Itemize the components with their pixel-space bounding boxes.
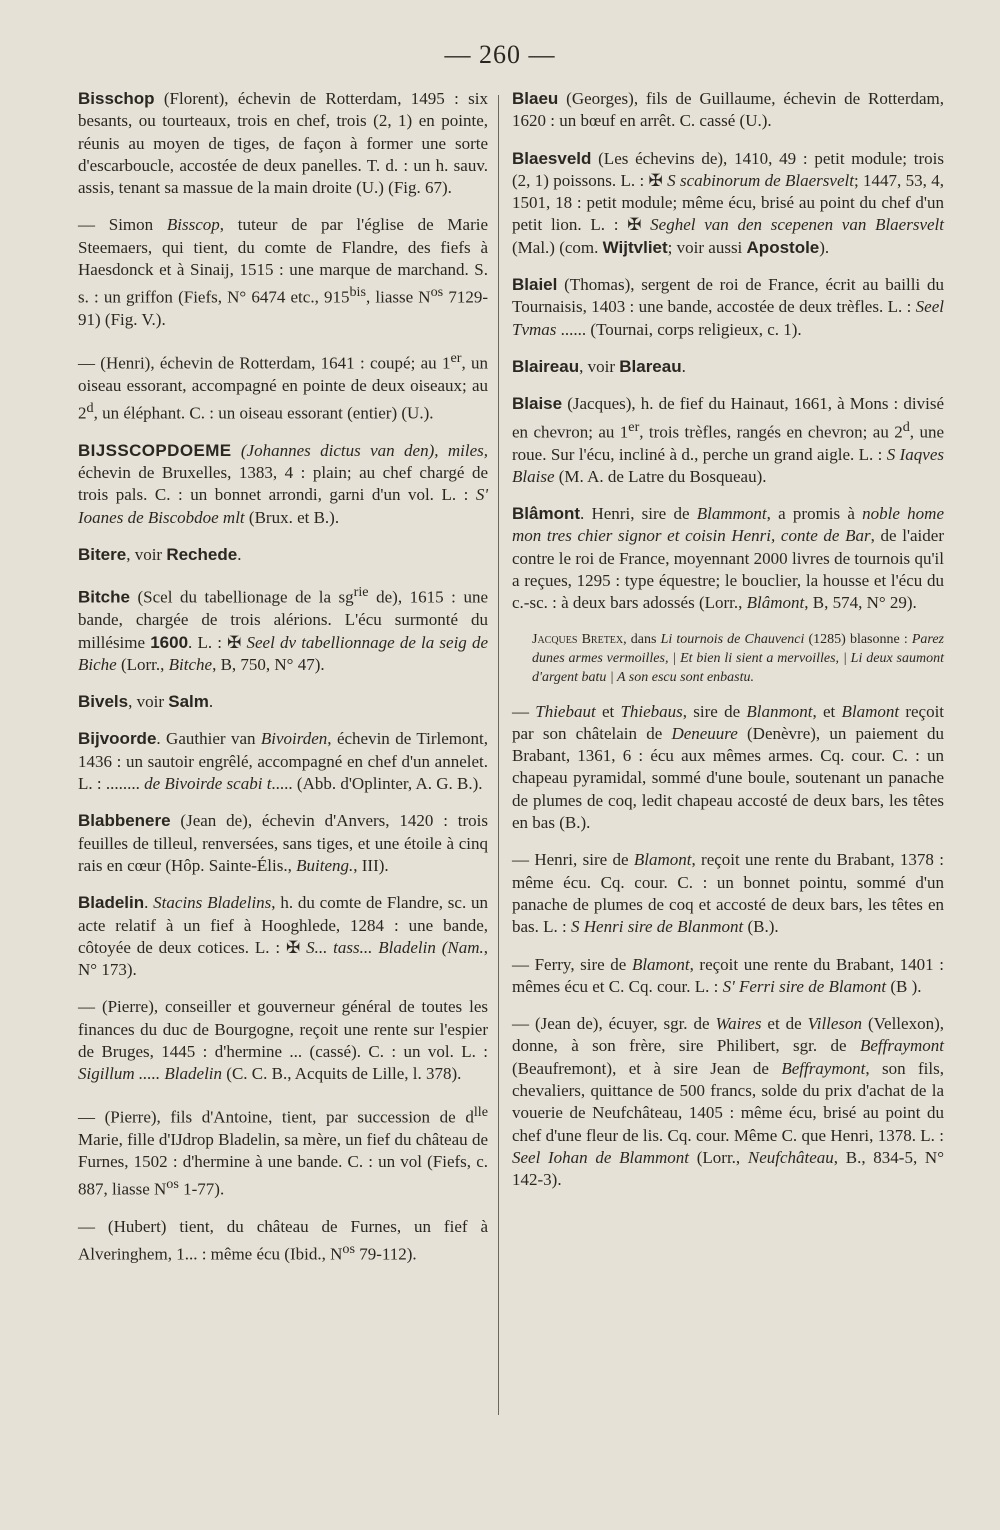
- entry-blaesveld: Blaesveld (Les échevins de), 1410, 49 : petit module; trois (2, 1) poissons. L. : ✠ S scabinorum de Blaersvelt; 1447, 53, 4, 1501, 18 : petit module; même écu, brisé au point du chef d'un petit lion. L. : ✠ Seghel van den scepenen van Blaersvelt (Mal.) (com. Wijtvliet; voir aussi Apostole).: [512, 148, 944, 257]
- entry-henri-bisschop: — (Henri), échevin de Rotterdam, 1641 : coupé; au 1er, un oiseau essorant, accompagné en pointe de deux oiseaux; au 2$^d$, un éléphant. C. : un oiseau essorant (entier) (U.).: [78, 349, 488, 423]
- right-column: [512, 88, 944, 1207]
- footnote-blamont-note: Jacques Bretex, dans Li tournois de Chauvenci (1285) blasonne : Parez dunes armes vermoilles, | Et bien li sient a mervoilles, | Li deux saumont d'argent batu | A son escu sont enbastu.: [532, 631, 945, 685]
- entry-bitche: Bitche (Scel du tabellionage de la $sg^{rie}$ de), 1615 : une bande, chargée de trois alérions. L'écu surmonté du millésime 1600. L. : ✠ Seel dv tabellionnage de la seig de Biche (Lorr., Bitche, B, 750, N° 47).: [78, 584, 488, 674]
- entry-bladelin: Bladelin. Stacins Bladelins, h. du comte de Flandre, sc. un acte relatif à un fief à Hooghlede, 1284 : une bande, côtoyée de deux cotices. L. : ✠ S... tass... Bladelin (Nam., N° 173).: [78, 893, 488, 980]
- entry-blaeu: Blaeu (Georges), fils de Guillaume, échevin de Rotterdam, 1620 : un bœuf en arrêt. C. cassé (U.).: [512, 89, 944, 131]
- entry-hubert-bladelin: — (Hubert) tient, du château de Furnes, un fief à Alveringhem, 1... : même écu (Ibid., $N^{os}$ 79-112).: [78, 1217, 488, 1265]
- entry-bijvoorde: Bijvoorde. Gauthier van Bivoirden, échevin de Tirlemont, 1436 : un sautoir engrêlé, accompagné en chef d'un annelet. L. : ........ de Bivoirde scabi t..... (Abb. d'Oplinter, A. G. B.).: [78, 729, 488, 794]
- entry-jean-blamont: — (Jean de), écuyer, sgr. de Waires et de Villeson (Vellexon), donne, à son frère, sire Philibert, sgr. de Beffraymont (Beaufremont), et à sire Jean de Beffraymont, son fils, chevaliers, quittance de 500 francs, solde du prix d'achat de la vouerie de Neufchâteau, 1405 : même écu, brisé au point du chef d'une fleur de lis. Cq. cour. Même C. que Henri, 1378. L. : Seel Iohan de Blammont (Lorr., Neufchâteau, B., 834-5, N° 142-3).: [512, 1014, 944, 1190]
- page-number: — 260 —: [444, 40, 556, 69]
- entry-blaise: Blaise (Jacques), h. de fief du Hainaut, 1661, à Mons : divisé en chevron; au 1er, trois trèfles, rangés en chevron; au 2$^d$, une roue. Sur l'écu, incliné à d., perche un grand aigle. L. : S Iaqves Blaise (M. A. de Latre du Bosqueau).: [512, 394, 944, 486]
- column-divider: [498, 95, 499, 1415]
- entry-bivels: Bivels, voir Salm.: [78, 692, 214, 712]
- entry-blaireau: Blaireau, voir Blareau.: [512, 356, 686, 376]
- entry-pierre-bladelin-2: — (Pierre), fils d'Antoine, tient, par succession de $d^{lle}$ Marie, fille d'IJdrop Bladelin, sa mère, un fief du château de Furnes, 1502 : d'hermine à une bande. C. : un vol (Fiefs, c. 887, liasse $N^{os}$ 1-77).: [78, 1103, 488, 1199]
- entry-thiebaut: — Thiebaut et Thiebaus, sire de Blanmont, et Blamont reçoit par son châtelain de Deneuure (Denèvre), un paiement du Brabant, 1361, 6 : écu aux mêmes armes. Cq. cour. C. : un chapeau pyramidal, sommé d'une boule, soutenant un panache de plumes de coq, ledit chapeau accosté de deux bars, les têtes en bas (B.).: [512, 701, 945, 833]
- entry-bijsscopdoeme: BIJSSCOPDOEME (Johannes dictus van den), miles, échevin de Bruxelles, 1383, 4 : plain; au chef chargé de trois pals. C. : un bonnet arrondi, garni d'un vol. L. : S' Ioanes de Biscobdoe mlt (Brux. et B.).: [78, 440, 488, 527]
- entry-blabbenere: Blabbenere (Jean de), échevin d'Anvers, 1420 : trois feuilles de tilleul, renversées, sans tiges, et une étoile à cinq rais en cœur (Hôp. Sainte-Élis., Buiteng., III).: [78, 811, 488, 875]
- entry-bitere: Bitere, voir Rechede.: [78, 545, 242, 565]
- left-column: [78, 88, 488, 1281]
- entry-blamont: Blâmont. Henri, sire de Blammont, a promis à noble home mon tres chier signor et coisin Henri, conte de Bar, de l'aider contre le roi de France, moyennant 2000 livres de tournois qu'il a reçues, 1295 : type équestre; le bouclier, la housse et l'écu du c.-sc. : à deux bars adossés (Lorr., Blâmont, B, 574, N° 29).: [512, 504, 944, 613]
- entry-henri-blamont: — Henri, sire de Blamont, reçoit une rente du Brabant, 1378 : même écu. Cq. cour. C. : un bonnet pointu, sommé d'un panache de plumes de coq et accosté de deux bars, les têtes en bas. L. : S Henri sire de Blanmont (B.).: [512, 850, 944, 937]
- entry-ferry: — Ferry, sire de Blamont, reçoit une rente du Brabant, 1401 : mêmes écu et C. Cq. cour. L. : S' Ferri sire de Blamont (B ).: [512, 954, 944, 996]
- entry-pierre-bladelin-1: — (Pierre), conseiller et gouverneur général de toutes les finances du duc de Bourgogne, reçoit une rente sur l'espier de Bruges, 1445 : d'hermine ... (cassé). C. : un vol. L. : Sigillum ..... Bladelin (C. C. B., Acquits de Lille, l. 378).: [78, 997, 488, 1084]
- entry-blaiel: Blaiel (Thomas), sergent de roi de France, écrit au bailli du Tournaisis, 1403 : une bande, accostée de deux trèfles. L. : Seel Tvmas ...... (Tournai, corps religieux, c. 1).: [512, 275, 944, 339]
- entry-simon-bisscop: — Simon Bisscop, tuteur de par l'église de Marie Steemaers, qui tient, du comte de Flandre, des fiefs à Haesdonck et à Sinaij, 1515 : une marque de marchand. S. s. : un griffon (Fiefs, N° 6474 etc., $915^{bis}$, liasse $N^{os}$ 7129-91) (Fig. V.).: [78, 215, 489, 330]
- entry-bisschop: Bisschop (Florent), échevin de Rotterdam, 1495 : six besants, ou tourteaux, trois en chef, trois (2, 1) en pointe, réunis au moyen de tiges, de façon à former une sorte d'escarboucle, accostée de deux panelles. T. d. : un h. sauv. assis, tenant sa massue de la main droite (U.) (Fig. 67).: [78, 89, 488, 198]
